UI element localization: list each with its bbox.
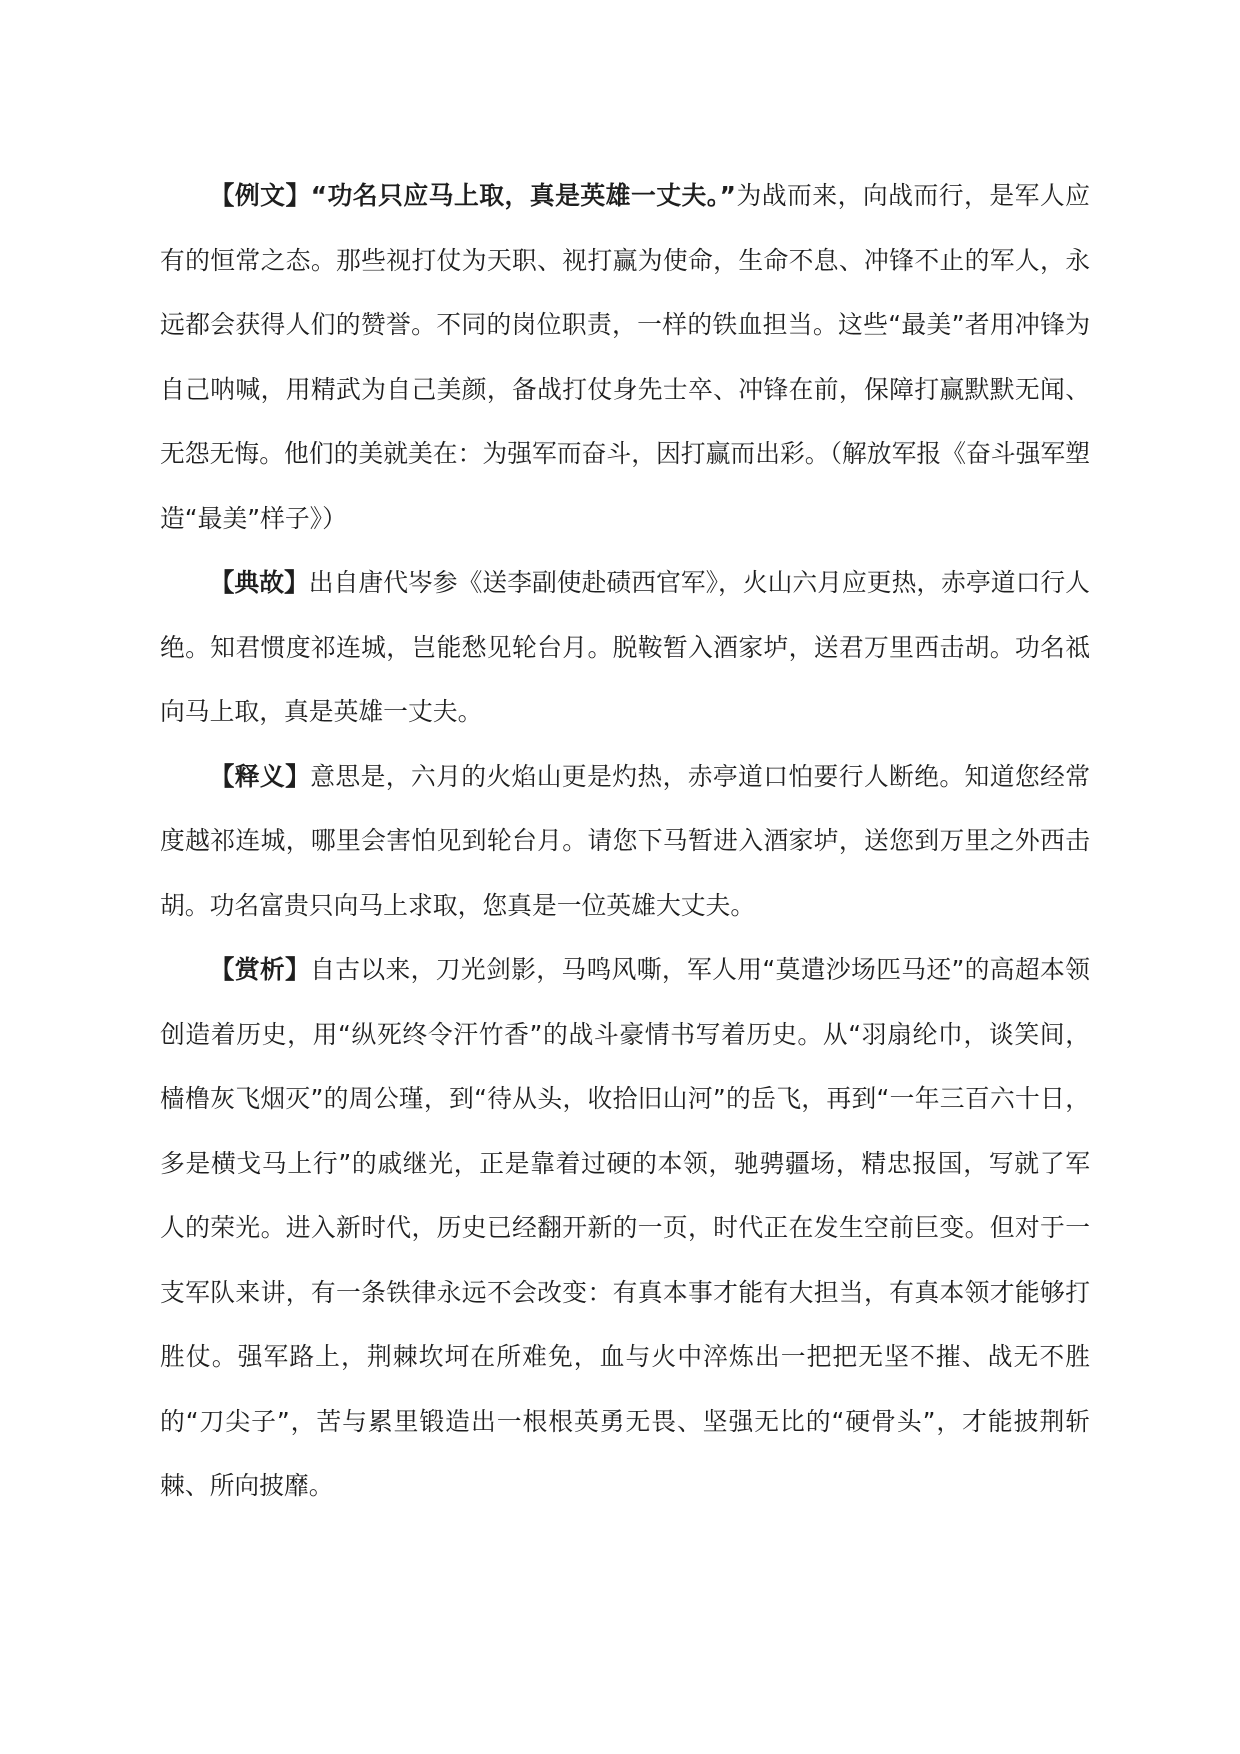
interpretation-text: 意思是，六月的火焰山更是灼热，赤亭道口怕要行人断绝。知道您经常度越祁连城，哪里会害怕见到轮台月。请您下马暂进入酒家垆，送您到万里之外西击胡。功名富贵只向马上求取，您真是一位英雄大丈夫。 xyxy=(160,761,1090,920)
section-tag-allusion: 【典故】 xyxy=(209,568,309,597)
appreciation-text: 自古以来，刀光剑影，马鸣风嘶，军人用“莫遣沙场匹马还”的高超本领创造着历史，用“纵死终令汗竹香”的战斗豪情书写着历史。从“羽扇纶巾，谈笑间，樯橹灰飞烟灭”的周公瑾，到“待从头，收拾旧山河”的岳飞，再到“一年三百六十日，多是横戈马上行”的戚继光，正是靠着过硬的本领，驰骋疆场，精忠报国，写就了军人的荣光。进入新时代，历史已经翻开新的一页，时代正在发生空前巨变。但对于一支军队来讲，有一条铁律永远不会改变：有真本事才能有大担当，有真本领才能够打胜仗。强军路上，荆棘坎坷在所难免，血与火中淬炼出一把把无坚不摧、战无不胜的“刀尖子”，苦与累里锻造出一根根英勇无畏、坚强无比的“硬骨头”，才能披荆斩棘、所向披靡。 xyxy=(160,955,1090,1500)
paragraph-example xyxy=(160,164,1090,551)
section-tag-example: 【例文】 xyxy=(209,181,311,210)
allusion-text: 出自唐代岑参《送李副使赴碛西官军》，火山六月应更热，赤亭道口行人绝。知君惯度祁连城，岂能愁见轮台月。脱鞍暂入酒家垆，送君万里西击胡。功名祗向马上取，真是英雄一丈夫。 xyxy=(160,568,1090,726)
example-lead-quote: “功名只应马上取，真是英雄一丈夫。” xyxy=(310,181,736,210)
paragraph-allusion xyxy=(160,551,1090,745)
document-body xyxy=(160,164,1090,1519)
section-tag-appreciation: 【赏析】 xyxy=(209,955,311,984)
paragraph-interpretation xyxy=(160,745,1090,939)
example-text: 为战而来，向战而行，是军人应有的恒常之态。那些视打仗为天职、视打赢为使命，生命不息、冲锋不止的军人，永远都会获得人们的赞誉。不同的岗位职责，一样的铁血担当。这些“最美”者用冲锋为自己呐喊，用精武为自己美颜，备战打仗身先士卒、冲锋在前，保障打赢默默无闻、无怨无悔。他们的美就美在：为强军而奋斗，因打赢而出彩。（解放军报《奋斗强军塑造“最美”样子》） xyxy=(160,181,1090,533)
paragraph-appreciation xyxy=(160,938,1090,1519)
section-tag-interpretation: 【释义】 xyxy=(209,761,311,791)
